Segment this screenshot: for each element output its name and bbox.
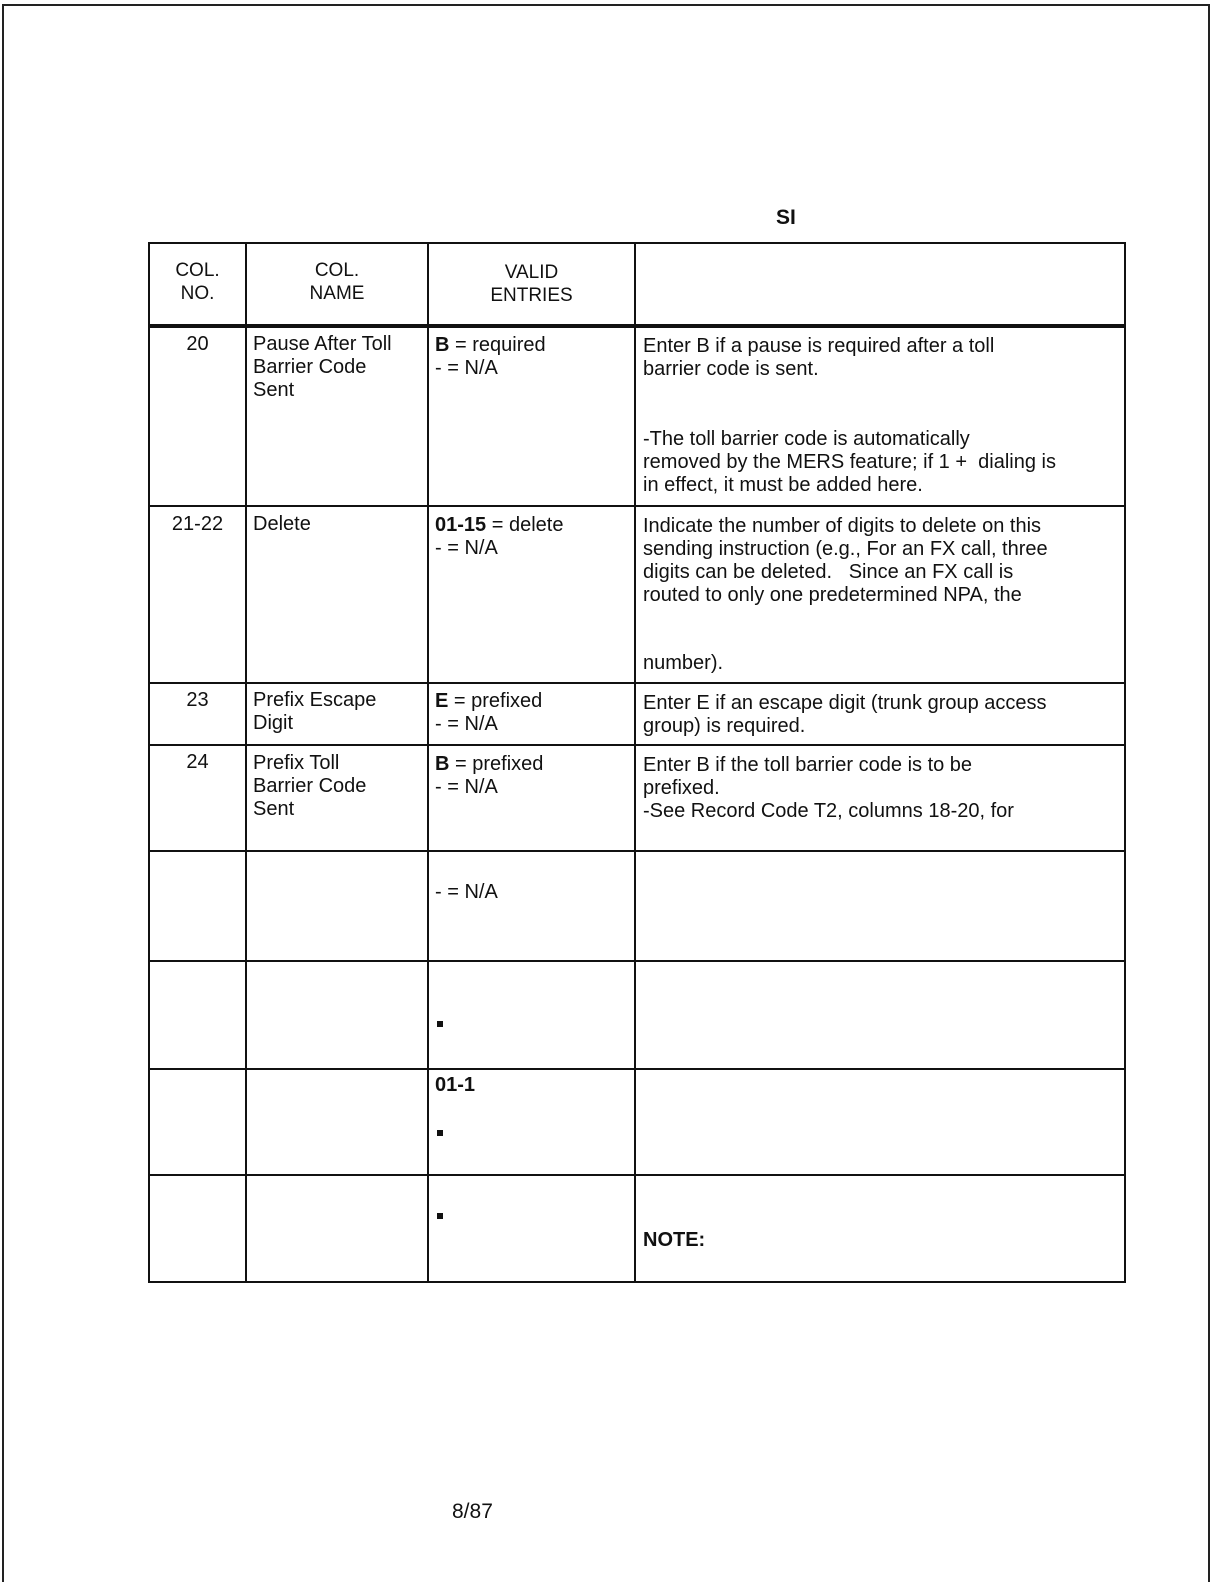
column-divider <box>245 242 247 1283</box>
row-23-description: Enter E if an escape digit (trunk group access group) is required. <box>643 692 1047 737</box>
table-right-border <box>1124 242 1126 1283</box>
entry-meaning: = prefixed <box>448 690 543 712</box>
row-21-22-no: 21-22 <box>171 513 224 535</box>
row-20-entry-na: - = N/A <box>435 357 498 379</box>
row-20-description: Enter B if a pause is required after a toll barrier code is sent. <box>643 335 995 380</box>
entry-code: B <box>435 753 450 775</box>
header-col-no: COL. NO. <box>175 260 220 304</box>
lower-row-3-entry: 01-1 <box>435 1074 476 1096</box>
table-bottom-border <box>148 1281 1126 1283</box>
row-20-name: Pause After Toll Barrier Code Sent <box>253 333 392 401</box>
row-23-name: Prefix Escape Digit <box>253 689 377 734</box>
page-footer-date: 8/87 <box>452 1500 493 1523</box>
row-23-no: 23 <box>186 689 209 711</box>
row-divider <box>148 505 1126 507</box>
row-divider <box>148 960 1126 962</box>
row-23-entry-code <box>435 690 542 713</box>
row-23-entry-na: - = N/A <box>435 713 498 735</box>
entry-meaning: = delete <box>486 514 564 536</box>
table-top-border <box>148 242 1126 244</box>
entry-code: 01-15 <box>435 514 487 536</box>
row-divider <box>148 850 1126 852</box>
row-20-entry-code <box>435 334 546 357</box>
header-bottom-border <box>148 324 1126 328</box>
dash-mark <box>437 1021 443 1027</box>
column-divider <box>634 242 636 1283</box>
note-label: NOTE: <box>643 1229 706 1251</box>
row-divider <box>148 682 1126 684</box>
page-frame <box>2 4 1210 1582</box>
row-21-22-entry-code <box>435 514 563 537</box>
entry-code: E <box>435 690 449 712</box>
row-24-name: Prefix Toll Barrier Code Sent <box>253 752 367 820</box>
dash-mark <box>437 1213 443 1219</box>
header-valid-entries: VALID ENTRIES <box>490 262 573 306</box>
column-divider <box>427 242 429 1283</box>
row-21-22-description-end: number). <box>643 652 724 674</box>
dash-mark <box>437 1130 443 1136</box>
lower-row-1-entry: - = N/A <box>435 881 498 903</box>
row-20-description-note: -The toll barrier code is automatically removed by the MERS feature; if 1 + dialing is in effect, it must be added here. <box>643 428 1056 496</box>
row-20-no: 20 <box>186 333 209 355</box>
row-divider <box>148 1068 1126 1070</box>
row-24-description: Enter B if the toll barrier code is to be prefixed. -See Record Code T2, columns 18-20, for <box>643 754 1014 822</box>
row-24-entry-code <box>435 753 543 776</box>
row-24-entry-na: - = N/A <box>435 776 498 798</box>
row-21-22-name: Delete <box>253 513 311 535</box>
row-divider <box>148 744 1126 746</box>
row-21-22-description: Indicate the number of digits to delete on this sending instruction (e.g., For an FX call, three digits can be deleted. Since an FX call is routed to only one predetermined NPA, the <box>643 515 1048 606</box>
entry-code: B <box>435 334 450 356</box>
section-label: SI <box>776 206 796 229</box>
header-col-name: COL. NAME <box>309 260 365 304</box>
row-24-no: 24 <box>186 751 209 773</box>
row-21-22-entry-na: - = N/A <box>435 537 498 559</box>
row-divider <box>148 1174 1126 1176</box>
entry-meaning: = required <box>449 334 546 356</box>
entry-meaning: = prefixed <box>449 753 544 775</box>
